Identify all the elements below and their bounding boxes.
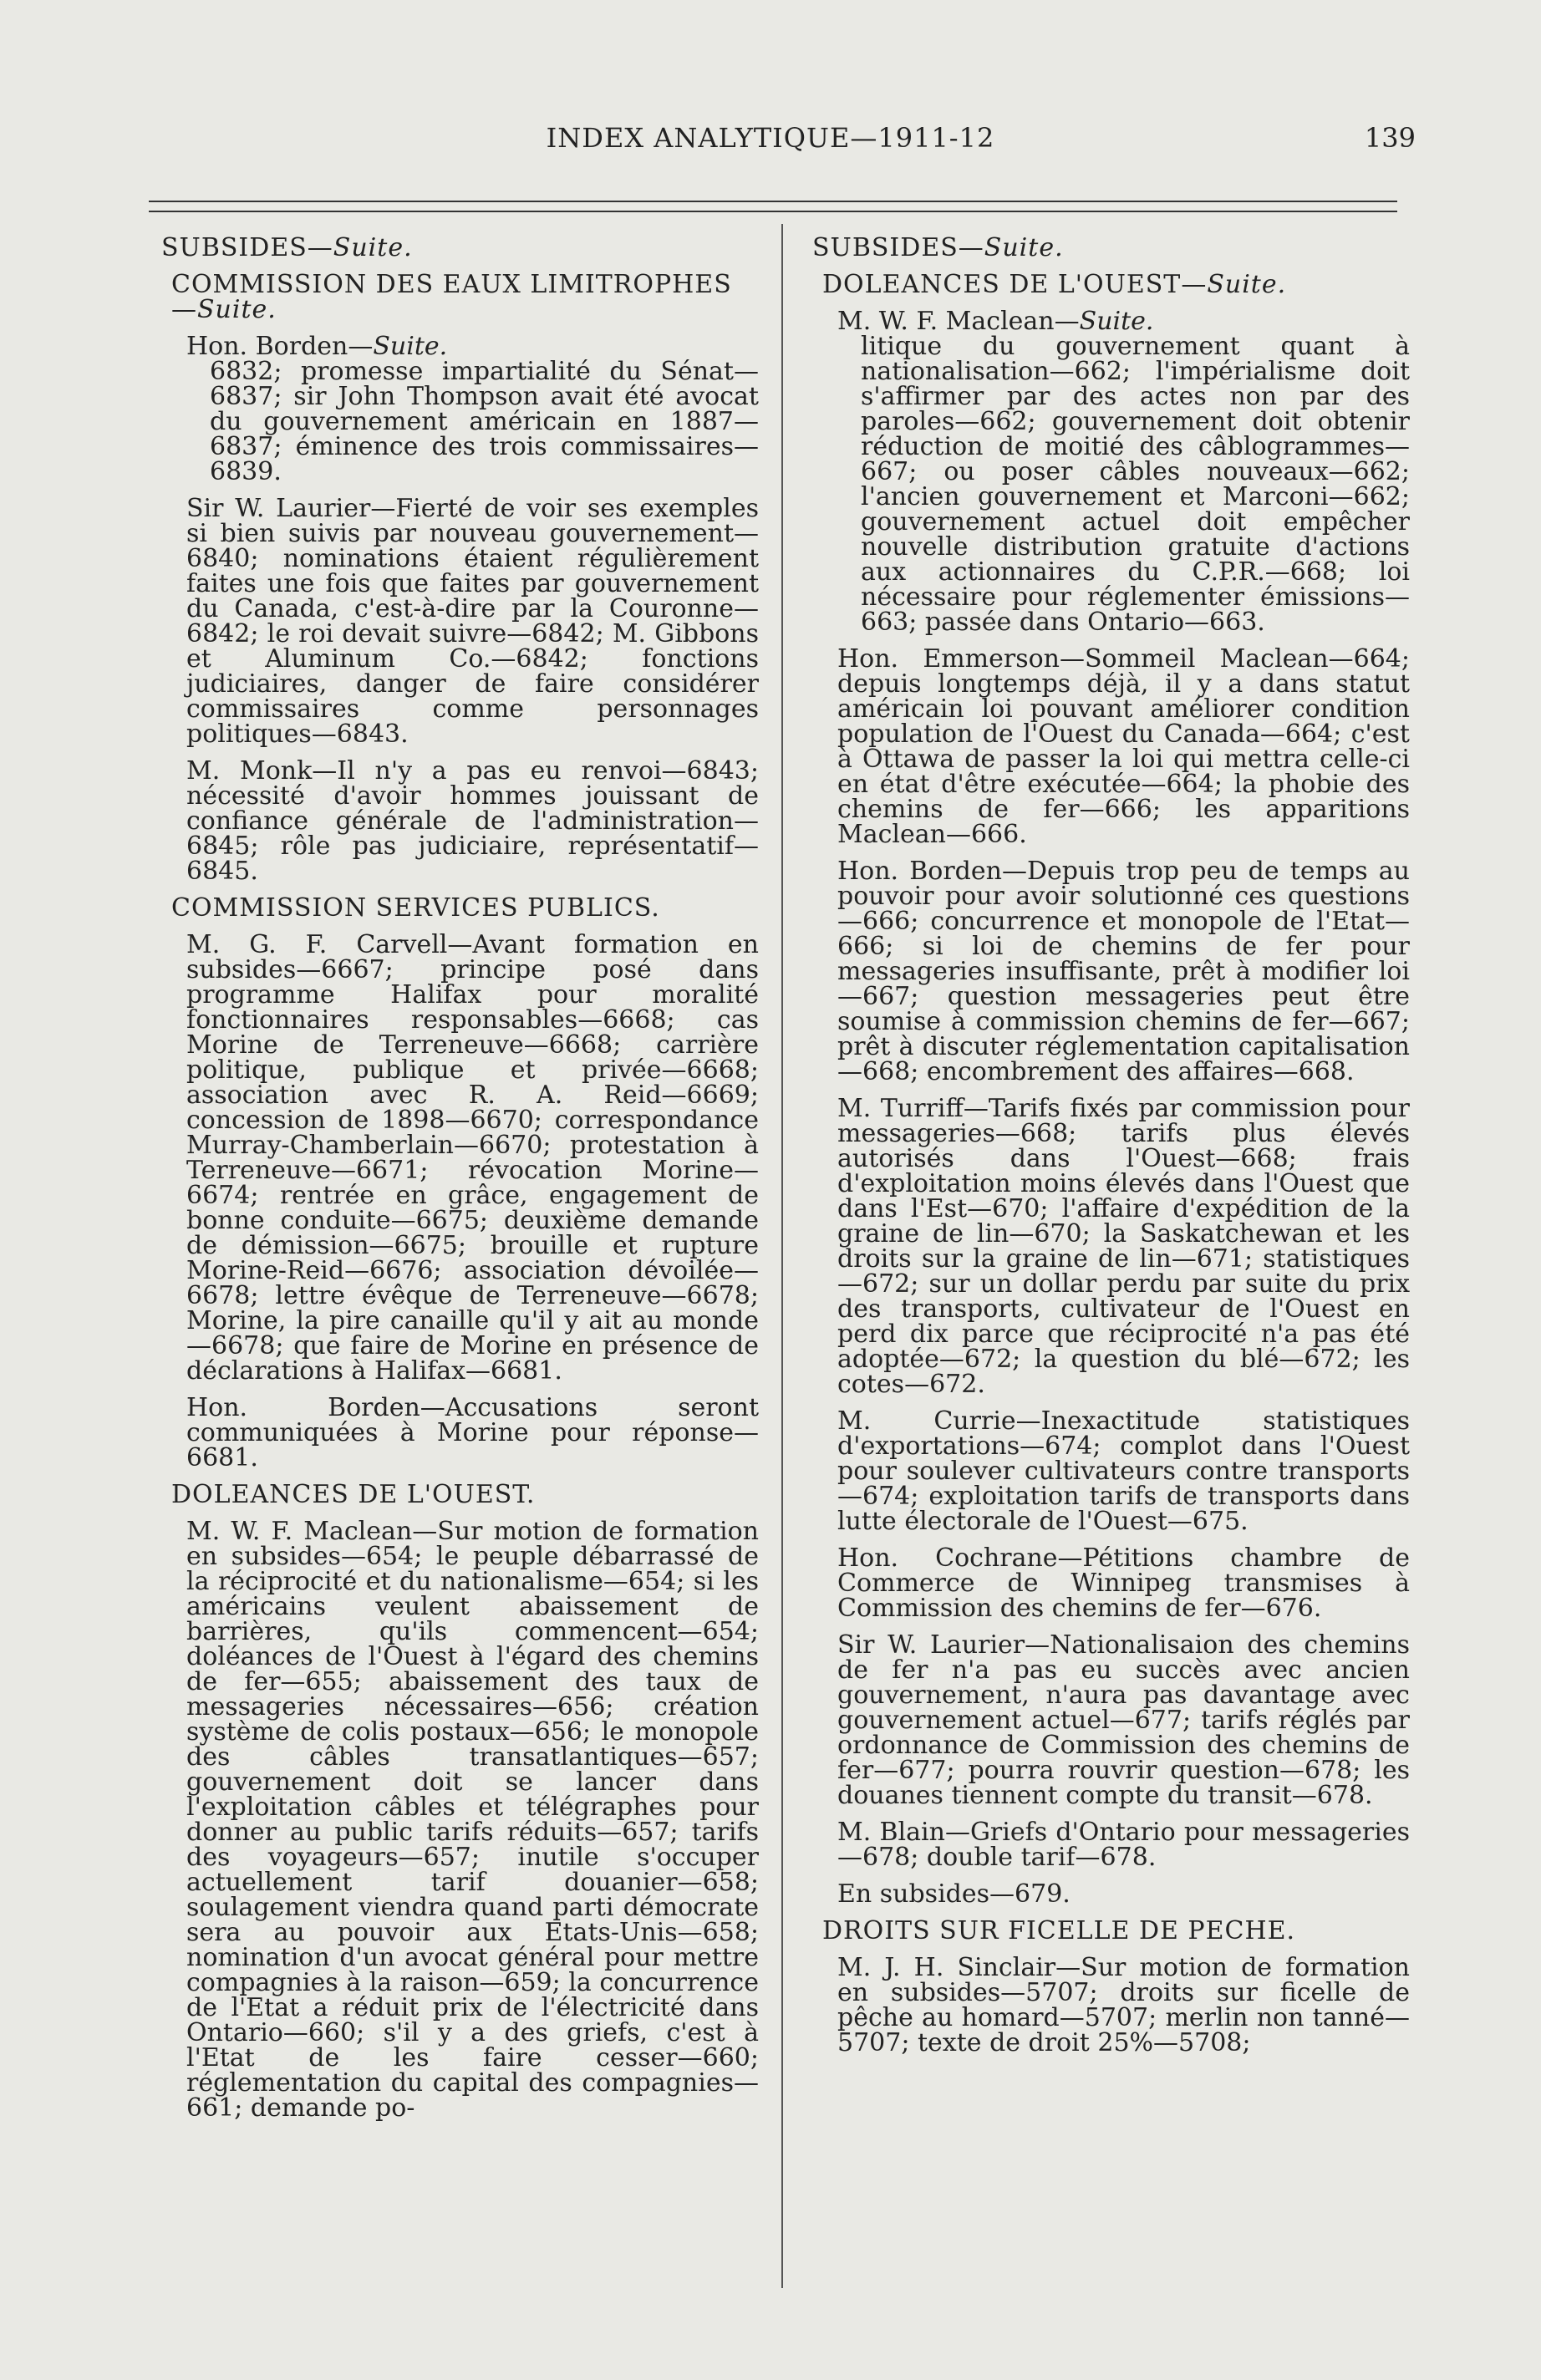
header-rule-top (149, 201, 1397, 202)
section-heading: SUBSIDES—Suite. (812, 233, 1064, 262)
index-entry: M. Blain—Griefs d'Ontario pour messageries—678; double tarif—678. (837, 1818, 1410, 1872)
page-header (0, 122, 1541, 172)
index-entry: Hon. Borden—Depuis trop peu de temps au pouvoir pour avoir solutionné ces questions—666; concurrence et monopole de l'Etat—666; si loi de chemins de fer pour messageries insuffisante, prêt à modifier loi—667; question messageries peut être soumise à commission chemins de fer—667; prêt à discuter réglementation capitalisation—668; encombrement des affaires—668. (837, 857, 1410, 1086)
subsection-heading: COMMISSION SERVICES PUBLICS. (171, 893, 660, 923)
subsection-heading: COMMISSION DES EAUX LIMITROPHES —Suite. (171, 270, 732, 324)
index-entry: M. W. F. Maclean—Sur motion de formation en subsides—654; le peuple débarrassé de la réciprocité et du nationalisme—654; si les américains veulent abaissement de barrières, qu'ils commencent—654; doléances de l'Ouest à l'égard des chemins de fer—655; abaissement des taux de messageries nécessaires—656; création système de colis postaux—656; le monopole des câbles transatlantiques—657; gouvernement doit se lancer dans l'exploitation câbles et télégraphes pour donner au public tarifs réduits—657; tarifs des voyageurs—657; inutile s'occuper actuellement tarif douanier—658; soulagement viendra quand parti démocrate sera au pouvoir aux Etats-Unis—658; nomination d'un avocat général pour mettre compagnies à la raison—659; la concurrence de l'Etat a réduit prix de l'électricité dans Ontario—660; s'il y a des griefs, c'est à l'Etat de les faire cesser—660; réglementation du capital des compagnies—661; demande po- (186, 1517, 759, 2123)
right-column (812, 233, 1410, 2067)
index-entry: M. W. F. Maclean—Suite. litique du gouvernement quant à nationalisation—662; l'impérialisme doit s'affirmer par des actes non par des paroles—662; gouvernement doit obtenir réduction de moitié des câblogrammes—667; ou poser câbles nouveaux—662; l'ancien gouvernement et Marconi—662; gouvernement actuel doit empêcher nouvelle distribution gratuite d'actions aux actionnaires du C.P.R.—668; loi nécessaire pour réglementer émissions—663; passée dans Ontario—663. (837, 307, 1410, 637)
index-entry: Hon. Emmerson—Sommeil Maclean—664; depuis longtemps déjà, il y a dans statut américain loi pouvant améliorer condition population de l'Ouest du Canada—664; c'est à Ottawa de passer la loi qui mettra celle-ci en état d'être exécutée—664; la phobie des chemins de fer—666; les apparitions Maclean—666. (837, 644, 1410, 849)
index-entry: M. Currie—Inexactitude statistiques d'exportations—674; complot dans l'Ouest pour soulever cultivateurs contre transports—674; exploitation tarifs de transports dans lutte électorale de l'Ouest—675. (837, 1406, 1410, 1536)
index-entry: Sir W. Laurier—Fierté de voir ses exemples si bien suivis par nouveau gouvernement—6840; nominations étaient régulièrement faites une fois que faites par gouvernement du Canada, c'est-à-dire par la Couronne—6842; le roi devait suivre—6842; M. Gibbons et Aluminum Co.—6842; fonctions judiciaires, danger de faire considérer commissaires comme personnages politiques—6843. (186, 494, 759, 749)
index-entry: M. G. F. Carvell—Avant formation en subsides—6667; principe posé dans programme Halifax pour moralité fonctionnaires responsables—6668; cas Morine de Terreneuve—6668; carrière politique, publique et privée—6668; association avec R. A. Reid—6669; concession de 1898—6670; correspondance Murray-Chamberlain—6670; protestation à Terreneuve—6671; révocation Morine—6674; rentrée en grâce, engagement de bonne conduite—6675; deuxième demande de démission—6675; brouille et rupture Morine-Reid—6676; association dévoilée—6678; lettre évêque de Terreneuve—6678; Morine, la pire canaille qu'il y ait au monde—6678; que faire de Morine en présence de déclarations à Halifax—6681. (186, 930, 759, 1386)
index-entry: M. Turriff—Tarifs fixés par commission pour messageries—668; tarifs plus élevés autorisés dans l'Ouest—668; frais d'exploitation moins élevés dans l'Ouest que dans l'Est—670; l'affaire d'expédition de la graine de lin—670; la Saskatchewan et les droits sur la graine de lin—671; statistiques—672; sur un dollar perdu par suite du prix des transports, cultivateur de l'Ouest en perd dix parce que réciprocité n'a pas été adoptée—672; la question du blé—672; les cotes—672. (837, 1094, 1410, 1399)
running-title: INDEX ANALYTIQUE—1911-12 (546, 122, 995, 154)
index-entry: M. Monk—Il n'y a pas eu renvoi—6843; nécessité d'avoir hommes jouissant de confiance générale de l'administration—6845; rôle pas judiciaire, représentatif—6845. (186, 756, 759, 886)
index-entry: Hon. Cochrane—Pétitions chambre de Commerce de Winnipeg transmises à Commission des chemins de fer—676. (837, 1543, 1410, 1623)
index-entry: Sir W. Laurier—Nationalisaion des chemins de fer n'a pas eu succès avec ancien gouvernement, n'aura pas davantage avec gouvernement actuel—677; tarifs réglés par ordonnance de Commission des chemins de fer—677; pourra rouvrir question—678; les douanes tiennent compte du transit—678. (837, 1630, 1410, 1810)
subsection-heading: DOLEANCES DE L'OUEST—Suite. (822, 270, 1287, 299)
index-entry: Hon. Borden—Suite. 6832; promesse impartialité du Sénat—6837; sir John Thompson avait été avocat du gouvernement américain en 1887—6837; éminence des trois commissaires—6839. (186, 332, 759, 486)
index-entry: Hon. Borden—Accusations seront communiquées à Morine pour réponse—6681. (186, 1393, 759, 1472)
section-heading: SUBSIDES—Suite. (161, 233, 413, 262)
index-entry: En subsides—679. (837, 1879, 1071, 1909)
page-number: 139 (1364, 122, 1416, 154)
subsection-heading: DROITS SUR FICELLE DE PECHE. (822, 1916, 1296, 1945)
index-entry: M. J. H. Sinclair—Sur motion de formation en subsides—5707; droits sur ficelle de pêche au homard—5707; merlin non tanné—5707; texte de droit 25%—5708; (837, 1953, 1410, 2057)
left-column (161, 233, 759, 2133)
subsection-heading: DOLEANCES DE L'OUEST. (171, 1480, 536, 1509)
column-divider (781, 224, 783, 2288)
header-rule-bottom (149, 211, 1397, 212)
